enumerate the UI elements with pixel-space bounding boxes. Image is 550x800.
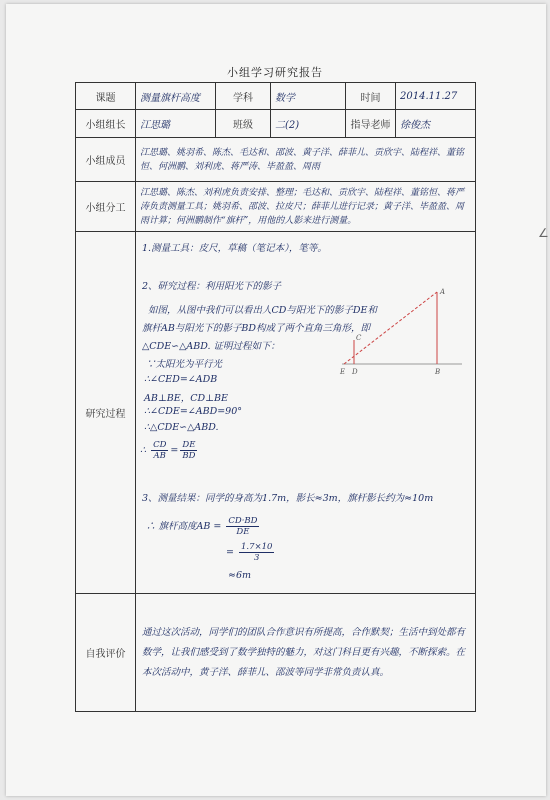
label-process: 研究过程 (76, 232, 136, 594)
proof-ratio: ∴ $\frac{CD}{AB}$ = $\frac{DE}{BD}$ (140, 440, 196, 461)
label-division: 小组分工 (76, 182, 136, 232)
label-teacher: 指导老师 (346, 110, 396, 138)
label-topic: 课题 (76, 83, 136, 110)
row-members (76, 138, 476, 182)
process-step2: 2、研究过程：利用阳光下的影子 (142, 281, 282, 292)
label-members: 小组成员 (76, 138, 136, 182)
process-result: 3、测量结果：同学的身高为1.7m，影长≈3m，旗杆影长约为≈10m (142, 493, 434, 504)
proof-line-4: ∴∠CDE=∠ABD=90° (144, 406, 243, 417)
shadow-diagram (322, 284, 472, 379)
value-teacher: 徐俊杰 (396, 110, 476, 138)
value-subject: 数学 (271, 83, 346, 110)
label-self-eval: 自我评价 (76, 594, 136, 712)
result-formula: ∴ 旗杆高度AB = $\frac{CD\cdot BD}{DE}$ (146, 516, 258, 537)
label-leader: 小组组长 (76, 110, 136, 138)
ratio-left: $\frac{CD}{AB}$ (153, 440, 167, 461)
process-text-2: 旗杆AB与阳光下的影子BD构成了两个直角三角形，即 (142, 323, 370, 334)
point-b: B (435, 368, 441, 376)
value-members: 江思璐、姚羽希、陈杰、毛达和、邵波、黄子洋、薛菲儿、贡欣宇、陆程祥、董铭恒、何洲鹏、刘利虎、蒋严涛、毕盈盈、周雨 (136, 138, 476, 182)
report-table (75, 82, 476, 712)
value-topic: 测量旗杆高度 (136, 83, 216, 110)
proof-line-1: ∵太阳光为平行光 (146, 359, 223, 370)
report-title: 小组学习研究报告 (227, 66, 323, 79)
row-division (76, 182, 476, 232)
process-tools: 1.测量工具：皮尺，草稿（笔记本），笔等。 (142, 243, 327, 254)
result-answer: ≈6m (228, 570, 252, 581)
row-process (76, 232, 476, 594)
value-self-eval: 通过这次活动，同学们的团队合作意识有所提高，合作默契；生活中到处都有数学，让我们感受到了数学独特的魅力，对这门科目更有兴趣，不断探索。在本次活动中，黄子洋、薛菲儿、邵波等同学非常负责认真。 (136, 594, 476, 712)
result-calc: = $\frac{1.7\times 10}{3}$ (226, 542, 273, 563)
value-process (136, 232, 476, 594)
sunray-line (344, 292, 437, 364)
corner-mark: ∠ (538, 226, 549, 240)
label-class: 班级 (216, 110, 271, 138)
value-time: 2014.11.27 (396, 83, 476, 110)
process-text-3: △CDE∽△ABD. 证明过程如下： (142, 341, 281, 352)
row-topic (76, 83, 476, 110)
point-e: E (340, 368, 346, 376)
process-text-1: 如图，从图中我们可以看出人CD与阳光下的影子DE和 (148, 305, 377, 316)
proof-line-5: ∴△CDE∽△ABD. (144, 422, 219, 433)
value-class: 二(2) (271, 110, 346, 138)
proof-line-2: ∴∠CED=∠ADB (144, 374, 218, 385)
value-division: 江思璐、陈杰、刘利虎负责安排、整理；毛达和、贡欣宇、陆程祥、董铭恒、蒋严涛负责测量工具；姚羽希、邵波、拉皮尺；薛菲儿进行记录；黄子洋、毕盈盈、周雨计算；何洲鹏制作“旗杆”，用他的人影来进行测量。 (136, 182, 476, 232)
row-self-eval (76, 594, 476, 712)
ratio-right: $\frac{DE}{BD}$ (182, 440, 196, 461)
value-leader: 江思璐 (136, 110, 216, 138)
label-subject: 学科 (216, 83, 271, 110)
point-c: C (356, 334, 362, 342)
point-a: A (440, 288, 446, 296)
point-d: D (352, 368, 358, 376)
label-time: 时间 (346, 83, 396, 110)
proof-line-3: AB⊥BE，CD⊥BE (144, 393, 228, 404)
row-leader (76, 110, 476, 138)
